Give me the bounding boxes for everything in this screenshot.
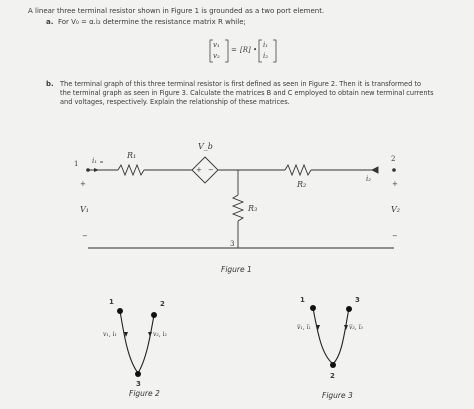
eq-v2: v₂ <box>213 52 220 60</box>
eq-equals: = <box>231 46 237 54</box>
part-b-line-2: the terminal graph as seen in Figure 3. Calculate the matrices B and C employed to obtain new terminal currents <box>60 89 434 98</box>
figure3-caption: Figure 3 <box>322 391 353 400</box>
fig1-plus2: + <box>392 180 398 188</box>
fig1-R1: R₁ <box>127 151 137 160</box>
fig1-node1: 1 <box>74 160 79 168</box>
fig1-minus1: − <box>82 232 88 240</box>
part-a-label: a. <box>46 18 54 26</box>
eq-R: [R] <box>240 46 251 54</box>
fig1-src-minus: − <box>208 166 214 174</box>
figure1-caption: Figure 1 <box>221 265 252 274</box>
fig1-minus2: − <box>392 232 398 240</box>
fig3-node2: 2 <box>330 372 335 380</box>
fig2-edge2: v₂, i₂ <box>153 331 167 338</box>
fig2-node2: 2 <box>160 300 165 308</box>
fig2-node3: 3 <box>136 380 141 388</box>
fig1-R2: R₂ <box>297 180 307 189</box>
fig2-node1: 1 <box>109 298 114 306</box>
part-b-line-1: The terminal graph of this three terminal resistor is first defined as seen in Figure 2. Then it is transformed to <box>60 80 421 88</box>
fig1-V2: V₂ <box>391 205 400 214</box>
eq-i2: i₂ <box>263 52 269 60</box>
part-b-label: b. <box>46 80 54 88</box>
fig1-Vb: V_b <box>198 142 213 151</box>
fig1-R3: R₃ <box>248 204 258 213</box>
fig1-V1: V₁ <box>80 205 89 214</box>
fig1-i1: i₁ <box>92 157 98 165</box>
part-a-text: For V₀ = α.i₂ determine the resistance matrix R while; <box>58 18 246 26</box>
fig1-node3: 3 <box>230 240 235 248</box>
fig3-node1: 1 <box>300 296 305 304</box>
fig1-i2: i₂ <box>366 175 372 183</box>
fig2-edge1: v₁, i₁ <box>103 331 117 338</box>
figure2-caption: Figure 2 <box>129 389 160 398</box>
question-intro: A linear three terminal resistor shown in Figure 1 is grounded as a two port element. <box>28 7 325 15</box>
fig1-plus1: + <box>80 180 86 188</box>
fig1-src-plus: + <box>196 166 202 174</box>
fig3-edge2: v̅₃, i̅₃ <box>349 324 363 331</box>
fig3-edge1: v̅₁, i̅₁ <box>297 324 311 331</box>
fig3-node3: 3 <box>355 296 360 304</box>
eq-dot: • <box>253 46 258 54</box>
eq-i1: i₁ <box>263 41 269 49</box>
eq-v1: v₁ <box>213 41 220 49</box>
part-b-line-3: and voltages, respectively. Explain the relationship of these matrices. <box>60 98 290 107</box>
fig1-node2: 2 <box>391 155 396 163</box>
